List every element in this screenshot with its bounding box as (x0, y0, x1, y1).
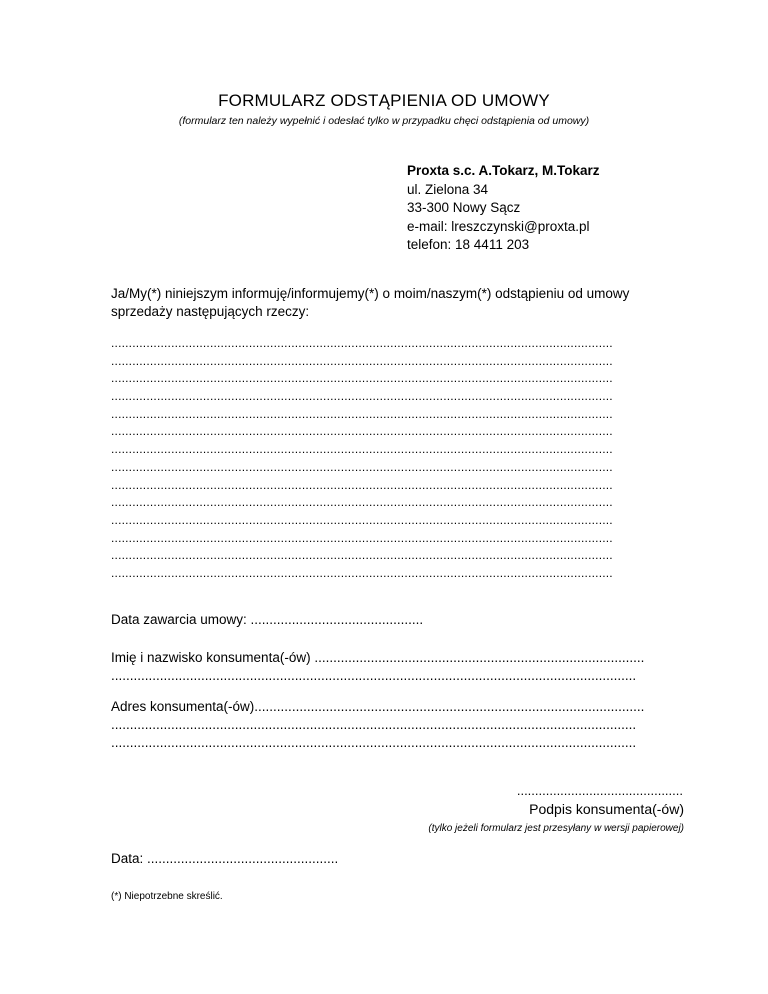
recipient-city: 33-300 Nowy Sącz (407, 200, 521, 215)
fill-line: .............................................................................................................................................. (111, 495, 613, 510)
contract-date-field: Data zawarcia umowy: .............................................. (111, 612, 424, 627)
form-title: FORMULARZ ODSTĄPIENIA OD UMOWY (218, 91, 550, 110)
fill-line: .............................................................................................................................................. (111, 459, 613, 474)
recipient-company: Proxta s.c. A.Tokarz, M.Tokarz (407, 163, 600, 178)
form-subtitle: (formularz ten należy wypełnić i odesłać tylko w przypadku chęci odstąpienia od umowy) (178, 115, 590, 127)
recipient-email: e-mail: lreszczynski@proxta.pl (407, 218, 590, 234)
consumer-address-field (111, 698, 679, 752)
fill-line: .............................................................................................................................................. (111, 565, 613, 580)
fill-line: .............................................................................................................................................. (111, 530, 613, 545)
consumer-name-field (111, 649, 679, 685)
withdrawal-statement: Ja/My(*) niniejszym informuję/informujemy(*) o moim/naszym(*) odstąpieniu od umowy sprzedaży następujących rzeczy: (111, 286, 630, 319)
fill-line: .............................................................................................................................................. (111, 336, 613, 350)
consumer-address-label: Adres konsumenta(-ów)........................................................................................................ (111, 699, 645, 714)
recipient-phone: telefon: 18 4411 203 (407, 237, 530, 252)
fill-line: .............................................................................................................................................. (111, 353, 613, 368)
fill-line: .............................................................................................................................................. (111, 548, 613, 563)
recipient-address (407, 162, 600, 255)
items-fill-lines (111, 335, 676, 583)
date-field: Data: ................................................... (111, 851, 339, 866)
fill-line: .............................................................................................................................................. (111, 371, 613, 386)
consumer-name-fill-line: ............................................................................................................................................ (111, 668, 637, 683)
consumer-name-label: Imię i nazwisko konsumenta(-ów) ........................................................................................ (111, 650, 645, 665)
fill-line: .............................................................................................................................................. (111, 477, 613, 492)
signature-label: Podpis konsumenta(-ów) (529, 801, 684, 817)
fill-line: .............................................................................................................................................. (111, 389, 613, 404)
footnote: (*) Niepotrzebne skreślić. (111, 891, 223, 902)
consumer-address-fill-line: ............................................................................................................................................ (111, 735, 637, 750)
fill-line: .............................................................................................................................................. (111, 512, 613, 527)
fill-line: .............................................................................................................................................. (111, 442, 613, 457)
fill-line: .............................................................................................................................................. (111, 406, 613, 421)
consumer-address-fill-line: ............................................................................................................................................ (111, 717, 637, 732)
recipient-street: ul. Zielona 34 (407, 181, 489, 197)
fill-line: .............................................................................................................................................. (111, 424, 613, 439)
signature-line: .............................................. (516, 783, 683, 798)
signature-note: (tylko jeżeli formularz jest przesyłany w wersji papierowej) (428, 823, 684, 834)
